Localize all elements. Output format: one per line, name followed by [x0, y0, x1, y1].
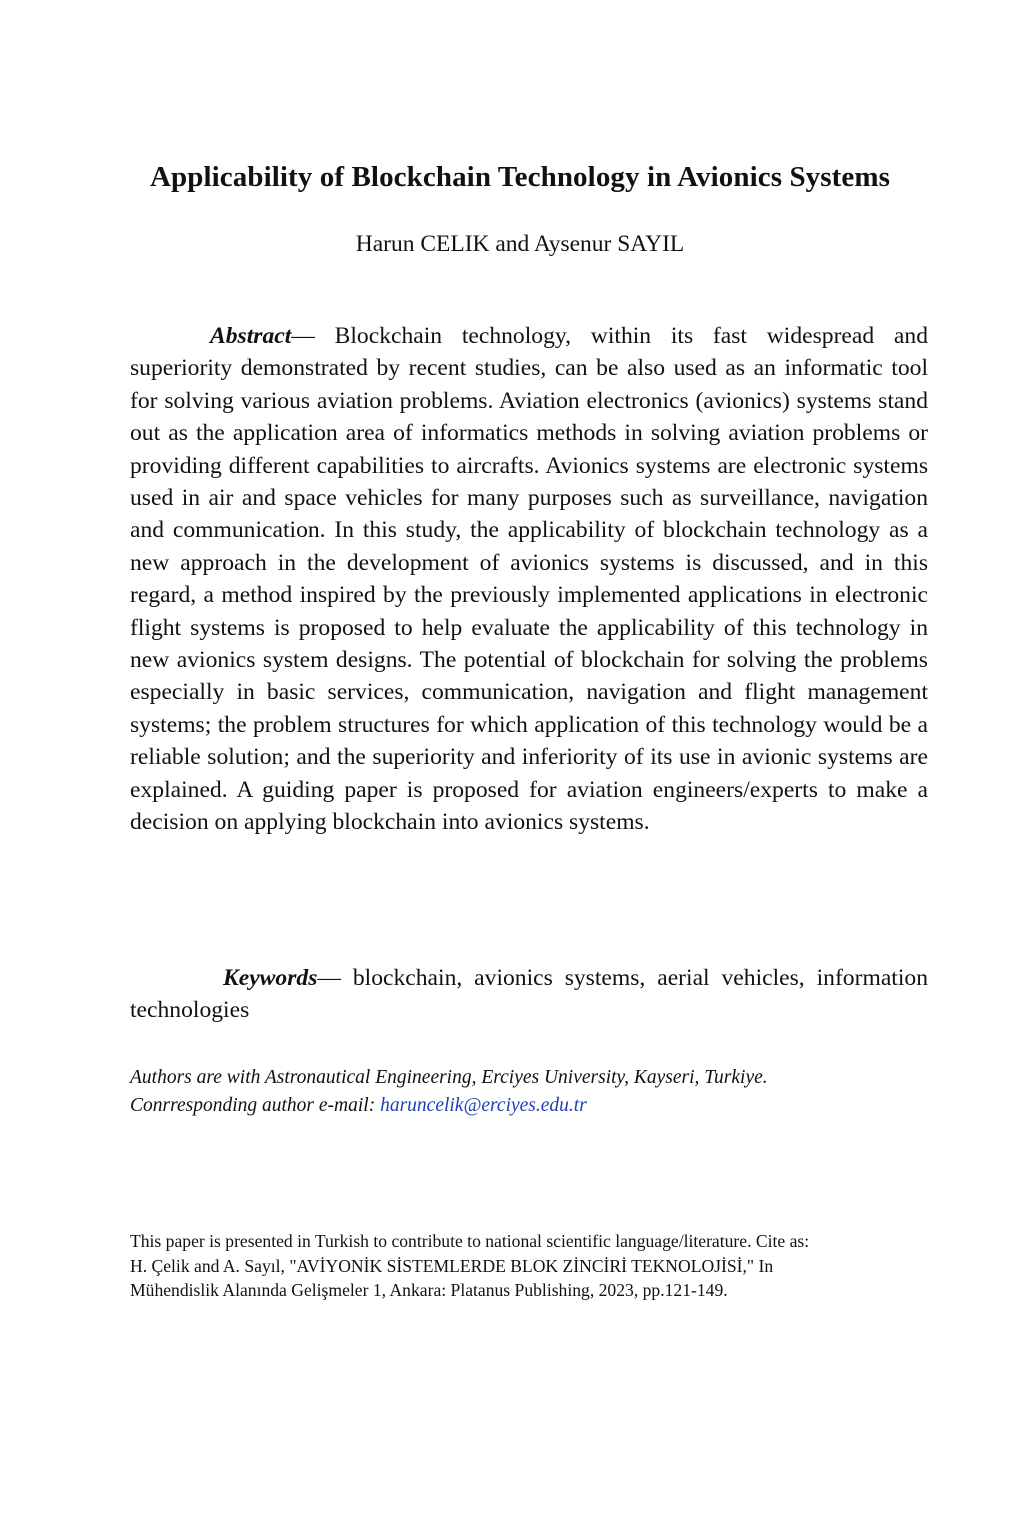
corresponding-author-label: Conrresponding author e-mail:: [130, 1095, 381, 1116]
affiliation-line: Authors are with Astronautical Engineering, Erciyes University, Kayseri, Turkiye.: [130, 1067, 768, 1088]
abstract-label: Abstract: [210, 323, 292, 349]
keywords-paragraph: [130, 962, 928, 1027]
abstract-paragraph: [130, 320, 928, 839]
citation-note-line-1: This paper is presented in Turkish to contribute to national scientific language/literature. Cite as:: [130, 1231, 810, 1251]
affiliation-block: [130, 1064, 950, 1120]
paper-title: Applicability of Blockchain Technology in Avionics Systems: [149, 161, 891, 193]
paper-authors: Harun CELIK and Aysenur SAYIL: [355, 231, 685, 257]
citation-note: [130, 1229, 950, 1303]
citation-note-line-2: H. Çelik and A. Sayıl, "AVİYONİK SİSTEMLERDE BLOK ZİNCİRİ TEKNOLOJİSİ," In: [130, 1255, 774, 1276]
keywords-text: — blockchain, avionics systems, aerial vehicles, information technologies: [130, 965, 928, 1024]
corresponding-author-line: [130, 1092, 950, 1120]
keywords-label: Keywords: [223, 965, 318, 991]
corresponding-email-link[interactable]: haruncelik@erciyes.edu.tr: [380, 1095, 587, 1116]
citation-note-line-3: Mühendislik Alanında Gelişmeler 1, Ankara: Platanus Publishing, 2023, pp.121-149.: [130, 1280, 728, 1300]
abstract-text: — Blockchain technology, within its fast widespread and superiority demonstrated by recent studies, can be also used as an informatic tool for solving various aviation problems. Aviation electronics (avionics) systems stand out as the application area of informatics methods in solving aviation problems or providing different capabilities to aircrafts. Avionics systems are electronic systems used in air and space vehicles for many purposes such as surveillance, navigation and communication. In this study, the applicability of blockchain technology as a new approach in the development of avionics systems is discussed, and in this regard, a method inspired by the previously implemented applications in electronic flight systems is proposed to help evaluate the applicability of this technology in new avionics system designs. The potential of blockchain for solving the problems especially in basic services, communication, navigation and flight management systems; the problem structures for which application of this technology would be a reliable solution; and the superiority and inferiority of its use in avionic systems are explained. A guiding paper is proposed for aviation engineers/experts to make a decision on applying blockchain into avionics systems.: [130, 323, 928, 836]
